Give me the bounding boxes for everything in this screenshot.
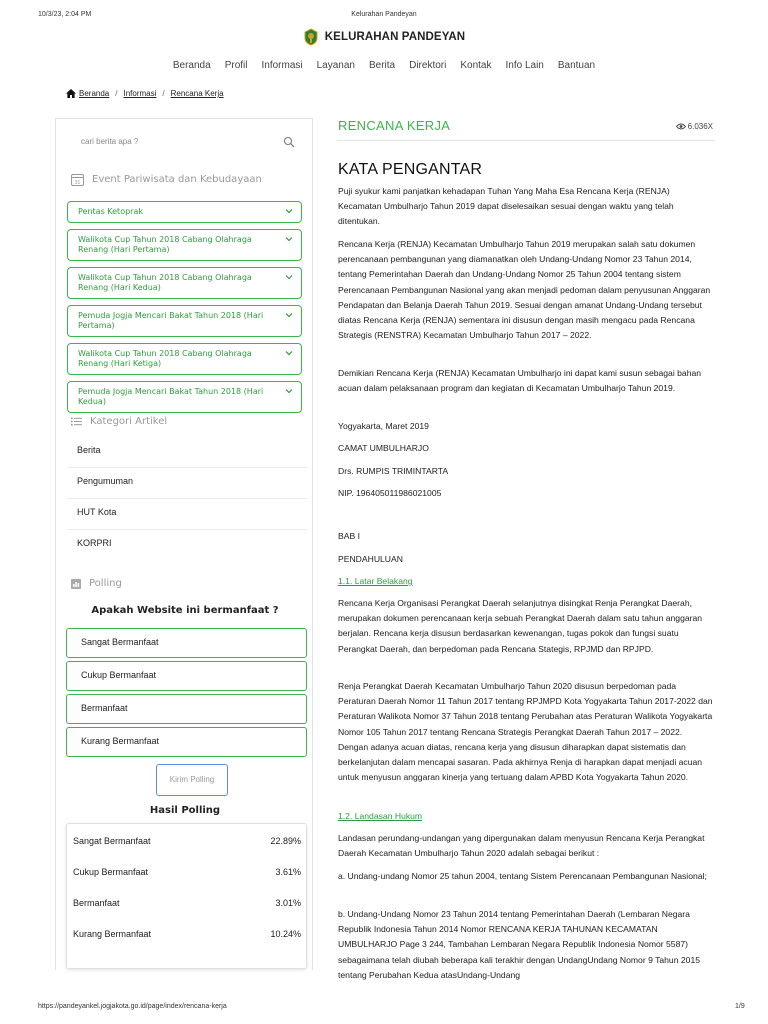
nav-item-bantuan[interactable]: Bantuan bbox=[557, 60, 596, 71]
print-page-title: Kelurahan Pandeyan bbox=[351, 11, 417, 18]
poll-option[interactable]: Sangat Bermanfaat bbox=[66, 628, 307, 658]
heading-divider bbox=[337, 140, 715, 141]
result-label: Cukup Bermanfaat bbox=[73, 867, 149, 877]
poll-option[interactable]: Bermanfaat bbox=[66, 694, 307, 724]
events-title-text: Event Pariwisata dan Kebudayaan bbox=[92, 174, 262, 185]
event-item[interactable] bbox=[67, 267, 302, 299]
result-label: Bermanfaat bbox=[73, 898, 120, 908]
event-label: Pemuda Jogja Mencari Bakat Tahun 2018 (Hari Kedua) bbox=[78, 387, 264, 406]
breadcrumb-beranda[interactable]: Beranda bbox=[79, 89, 110, 98]
chevron-down-icon bbox=[285, 350, 293, 356]
nav-item-informasi[interactable]: Informasi bbox=[261, 60, 303, 71]
page-title: RENCANA KERJA bbox=[338, 118, 451, 133]
result-percent: 3.61% bbox=[275, 867, 301, 877]
chevron-down-icon bbox=[285, 274, 293, 280]
category-item-korpri[interactable]: KORPRI bbox=[77, 538, 112, 548]
result-percent: 10.24% bbox=[270, 929, 301, 939]
list-icon bbox=[71, 417, 82, 426]
site-title[interactable]: KELURAHAN PANDEYAN bbox=[324, 31, 466, 43]
polling-section-title bbox=[71, 578, 122, 589]
paragraph: Rencana Kerja (RENJA) Kecamatan Umbulharjo Tahun 2019 merupakan salah satu dokumen perencanaan pembangunan yang diamanatkan oleh Undang-Undang Nomor 23 Tahun 2014, tentang Pemerintahan Daerah dan Undang-Undang Nomor 25 Tahun 2004 tentang sistem Perencanaan Pembangunan Nasional yang akan menjadi pedoman dalam penyusunan Anggaran Pendapatan dan Belanja Daerah Tahun 2019. Sesuai dengan amanat Undang-Undang tersebut diatas Rencana Kerja (RENJA) sementara ini disusun dengan masih mengacu pada Rencana Strategis (RENSTRA) Kecamatan Umbulharjo Tahun 2017 – 2022. bbox=[338, 239, 711, 341]
nav-item-profil[interactable]: Profil bbox=[224, 60, 248, 71]
main-nav bbox=[0, 60, 768, 71]
event-item[interactable] bbox=[67, 201, 302, 223]
poll-results-title: Hasil Polling bbox=[149, 805, 221, 816]
breadcrumb bbox=[66, 89, 224, 98]
signatory-name: Drs. RUMPIS TRIMINTARTA bbox=[338, 466, 449, 476]
chevron-down-icon bbox=[285, 312, 293, 318]
category-item-pengumuman[interactable]: Pengumuman bbox=[67, 468, 307, 499]
result-row bbox=[73, 836, 301, 846]
paragraph: Demikian Rencana Kerja (RENJA) Kecamatan Umbulharjo ini dapat kami susun sebagai bahan acuan dalam pelaksanaan program dan kegiatan di Kecamatan Umbulharjo Tahun 2019. bbox=[338, 368, 702, 394]
categories-section-title bbox=[71, 416, 167, 427]
view-count bbox=[676, 122, 713, 131]
calendar-icon bbox=[71, 173, 84, 186]
event-item[interactable] bbox=[67, 305, 302, 337]
view-count-value: 6.036X bbox=[687, 122, 713, 131]
event-label: Walikota Cup Tahun 2018 Cabang Olahraga Renang (Hari Ketiga) bbox=[78, 349, 252, 368]
breadcrumb-rencana-kerja[interactable]: Rencana Kerja bbox=[170, 89, 224, 98]
article-title: KATA PENGANTAR bbox=[338, 161, 483, 178]
result-row bbox=[73, 929, 301, 939]
paragraph: Rencana Kerja Organisasi Perangkat Daerah selanjutnya disingkat Renja Perangkat Daerah, merupakan dokumen perencanaan kerja sebuah Perangkat Daerah dalam satu tahun anggaran berjalan. Rencana kerja disusun berdasarkan kewenangan, tugas pokok dan fungsi suatu Perangkat Daerah, dan berpedoman pada Rencana Stategis, RPJMD dan RPJPD. bbox=[338, 598, 703, 654]
result-percent: 22.89% bbox=[270, 836, 301, 846]
poll-results bbox=[66, 823, 307, 969]
paragraph: Puji syukur kami panjatkan kehadapan Tuhan Yang Maha Esa Rencana Kerja (RENJA) Kecamatan Umbulharjo Tahun 2019 dapat diselesaikan sesuai dengan waktu yang telah ditentukan. bbox=[338, 186, 674, 227]
paragraph: b. Undang-Undang Nomor 23 Tahun 2014 tentang Pemerintahan Daerah (Lembaran Negara Republik Indonesia Tahun 2014 Nomor RENCANA KERJA TAHUNAN KECAMATAN UMBULHARJO Page 3 244, Tambahan Lembaran Negara Republik Indonesia Nomor 5587) sebagaimana telah diubah beberapa kali terakhir dengan UndangUndang Nomor 9 Tahun 2015 tentang Perubahan Kedua atasUndang-Undang bbox=[338, 909, 700, 980]
paragraph: Renja Perangkat Daerah Kecamatan Umbulharjo Tahun 2020 disusun berpedoman pada Peraturan Daerah Nomor 11 Tahun 2017 tentang RPJMPD Kota Yogyakarta Tahun 2017-2022 dan Peraturan Walikota Nomor 37 Tahun 2018 tentang Perubahan atas Peraturan Walikota Yogyakarta Nomor 105 Tahun 2017 tentang Rencana Strategis Perangkat Daerah Tahun 2017 – 2022. Dengan adanya acuan diatas, rencana kerja yang disusun diharapkan dapat sistematis dan berkelanjutan dalam mencapai sasaran. Pada akhirnya Renja di harapkan dapat menjadi acuan untuk menyusun anggaran kinerja yang tertuang dalam APBD Kota Yogyakarta Tahun 2020. bbox=[338, 681, 713, 783]
search-box[interactable] bbox=[69, 133, 301, 157]
subsection-link[interactable]: 1.2. Landasan Hukum bbox=[338, 811, 423, 821]
submit-poll-button[interactable]: Kirim Polling bbox=[156, 764, 228, 796]
paragraph: a. Undang-undang Nomor 25 tahun 2004, tentang Sistem Perencanaan Pembangunan Nasional; bbox=[338, 871, 707, 881]
search-input[interactable]: cari berita apa ? bbox=[81, 137, 139, 146]
city-emblem-logo[interactable] bbox=[303, 28, 319, 46]
nav-item-beranda[interactable]: Beranda bbox=[172, 60, 211, 71]
print-page-number: 1/9 bbox=[735, 1003, 745, 1010]
category-item-berita[interactable]: Berita bbox=[67, 437, 307, 468]
event-label: Pentas Ketoprak bbox=[78, 207, 143, 216]
signatory: CAMAT UMBULHARJO bbox=[338, 443, 429, 453]
event-label: Pemuda Jogja Mencari Bakat Tahun 2018 (Hari Pertama) bbox=[78, 311, 264, 330]
result-percent: 3.01% bbox=[275, 898, 301, 908]
nav-item-info-lain[interactable]: Info Lain bbox=[505, 60, 544, 71]
poll-question: Apakah Website ini bermanfaat ? bbox=[91, 605, 279, 616]
chart-icon bbox=[71, 579, 81, 589]
chevron-down-icon bbox=[285, 388, 293, 394]
subsection-link[interactable]: 1.1. Latar Belakang bbox=[338, 576, 413, 586]
print-datetime: 10/3/23, 2:04 PM bbox=[38, 11, 92, 18]
breadcrumb-informasi[interactable]: Informasi bbox=[123, 89, 157, 98]
breadcrumb-separator: / bbox=[162, 89, 165, 98]
print-header bbox=[0, 11, 768, 23]
chevron-down-icon bbox=[285, 208, 293, 214]
result-label: Kurang Bermanfaat bbox=[73, 929, 152, 939]
svg-text:31: 31 bbox=[74, 180, 81, 186]
chapter-number: BAB I bbox=[338, 531, 360, 541]
category-list bbox=[67, 437, 307, 561]
result-row bbox=[73, 898, 301, 908]
nav-item-kontak[interactable]: Kontak bbox=[460, 60, 492, 71]
paragraph: Landasan perundang-undangan yang dipergunakan dalam menyusun Rencana Kerja Perangkat Daerah Kecamatan Umbulharjo Tahun 2020 adalah sebagai berikut : bbox=[338, 833, 705, 859]
chapter-title: PENDAHULUAN bbox=[338, 554, 403, 564]
categories-title-text: Kategori Artikel bbox=[90, 416, 168, 427]
nav-item-direktori[interactable]: Direktori bbox=[409, 60, 447, 71]
polling-title-text: Polling bbox=[89, 578, 122, 589]
nav-item-layanan[interactable]: Layanan bbox=[316, 60, 355, 71]
home-icon bbox=[66, 89, 76, 98]
event-item[interactable] bbox=[67, 343, 302, 375]
breadcrumb-separator: / bbox=[115, 89, 118, 98]
events-list bbox=[67, 201, 303, 406]
events-section-title bbox=[71, 173, 262, 186]
event-label: Walikota Cup Tahun 2018 Cabang Olahraga Renang (Hari Pertama) bbox=[78, 235, 252, 254]
chevron-down-icon bbox=[285, 236, 293, 242]
sidebar bbox=[55, 118, 313, 970]
event-label: Walikota Cup Tahun 2018 Cabang Olahraga Renang (Hari Kedua) bbox=[78, 273, 252, 292]
signatory-nip: NIP. 196405011986021005 bbox=[338, 488, 442, 498]
eye-icon bbox=[676, 123, 686, 130]
site-header bbox=[0, 26, 768, 48]
poll-option[interactable]: Cukup Bermanfaat bbox=[66, 661, 307, 691]
nav-item-berita[interactable]: Berita bbox=[368, 60, 396, 71]
result-label: Sangat Bermanfaat bbox=[73, 836, 151, 846]
event-item[interactable] bbox=[67, 381, 302, 413]
search-icon[interactable] bbox=[283, 136, 295, 148]
place-date: Yogyakarta, Maret 2019 bbox=[338, 421, 429, 431]
category-item-hut-kota[interactable]: HUT Kota bbox=[67, 499, 307, 530]
poll-option[interactable]: Kurang Bermanfaat bbox=[66, 727, 307, 757]
result-row bbox=[73, 867, 301, 877]
event-item[interactable] bbox=[67, 229, 302, 261]
print-url: https://pandeyankel.jogjakota.go.id/page/index/rencana-kerja bbox=[38, 1003, 227, 1010]
